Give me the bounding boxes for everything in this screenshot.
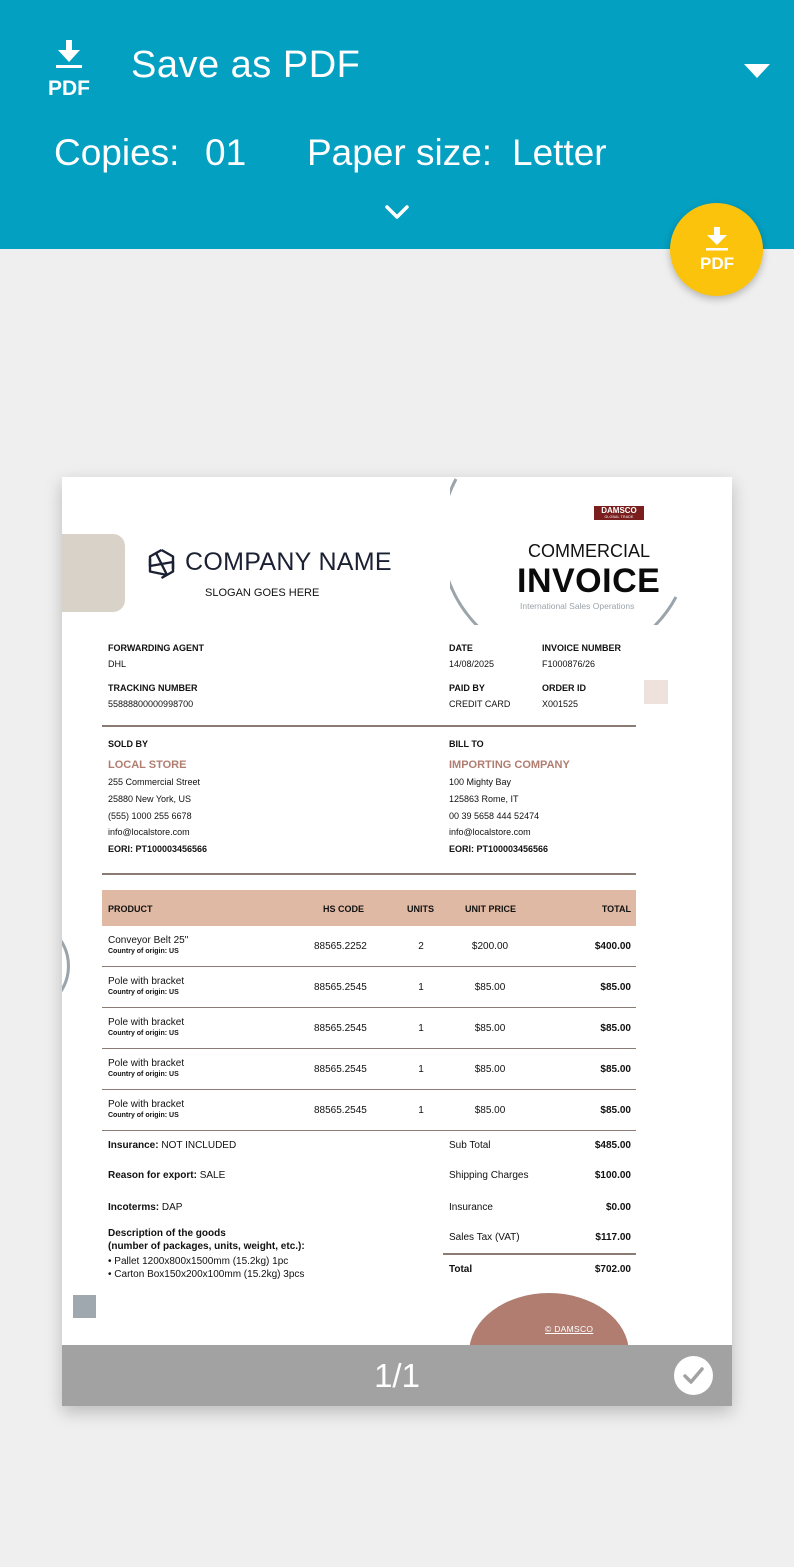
copies-label: Copies: bbox=[54, 132, 180, 173]
bill-to-phone: 00 39 5658 444 52474 bbox=[449, 811, 540, 821]
decorative-square bbox=[73, 1295, 96, 1318]
page-counter: 1/1 bbox=[374, 1357, 420, 1394]
destination-select[interactable]: Save as PDF bbox=[131, 44, 361, 86]
column-unit-price: UNIT PRICE bbox=[465, 904, 517, 914]
product-origin: Country of origin: US bbox=[108, 948, 179, 955]
product-origin: Country of origin: US bbox=[108, 1030, 179, 1037]
unit-price: $85.00 bbox=[474, 982, 506, 993]
tracking-number-value: 55888800000998700 bbox=[108, 699, 194, 709]
table-row bbox=[102, 967, 636, 1008]
paid-by-label: PAID BY bbox=[449, 683, 485, 693]
hs-code: 88565.2545 bbox=[314, 982, 367, 993]
paper-size-label: Paper size: bbox=[307, 132, 493, 173]
insurance-term: Insurance: NOT INCLUDED bbox=[108, 1140, 237, 1151]
invoice-title-line2: INVOICE bbox=[517, 562, 661, 600]
insurance-value: $0.00 bbox=[605, 1202, 631, 1213]
product-name: Conveyor Belt 25" bbox=[108, 935, 189, 946]
company-logo-icon bbox=[147, 548, 176, 580]
divider bbox=[443, 1253, 636, 1255]
copies-input[interactable]: 01 bbox=[205, 132, 247, 173]
divider bbox=[102, 873, 636, 875]
bill-to-label: BILL TO bbox=[449, 739, 484, 749]
expand-options-chevron-icon[interactable] bbox=[380, 200, 414, 226]
bill-to-street: 100 Mighty Bay bbox=[449, 777, 512, 787]
svg-text:PDF: PDF bbox=[48, 77, 90, 98]
unit-price: $200.00 bbox=[471, 941, 509, 952]
product-name: Pole with bracket bbox=[108, 1017, 185, 1028]
bill-to-name: IMPORTING COMPANY bbox=[449, 759, 570, 771]
sold-by-label: SOLD BY bbox=[108, 739, 149, 749]
tracking-number-label: TRACKING NUMBER bbox=[108, 683, 198, 693]
decorative-arc bbox=[62, 919, 90, 1013]
total-value: $702.00 bbox=[594, 1264, 631, 1275]
invoice-title-line1: COMMERCIAL bbox=[528, 541, 651, 561]
order-id-label: ORDER ID bbox=[542, 683, 587, 693]
product-name: Pole with bracket bbox=[108, 1058, 185, 1069]
bill-to-eori: EORI: PT100003456566 bbox=[449, 844, 549, 854]
pdf-download-icon bbox=[42, 40, 96, 98]
goods-description-list bbox=[108, 1255, 304, 1281]
table-row bbox=[102, 1090, 636, 1131]
footer-brand-link: © DAMSCO bbox=[545, 1324, 594, 1334]
bill-to-city: 125863 Rome, IT bbox=[449, 794, 519, 804]
slogan: SLOGAN GOES HERE bbox=[205, 587, 320, 599]
hs-code: 88565.2545 bbox=[314, 1023, 367, 1034]
divider bbox=[102, 725, 636, 727]
units: 1 bbox=[418, 1023, 424, 1034]
units: 1 bbox=[418, 982, 424, 993]
goods-description-title: Description of the goods (number of packages, units, weight, etc.): bbox=[108, 1228, 305, 1252]
print-header bbox=[0, 0, 794, 249]
company-name: COMPANY NAME bbox=[185, 548, 392, 576]
invoice-number-value: F1000876/26 bbox=[542, 659, 596, 669]
sold-by-city: 25880 New York, US bbox=[108, 794, 192, 804]
sold-by-phone: (555) 1000 255 6678 bbox=[108, 811, 192, 821]
paper-size-select[interactable]: Letter bbox=[512, 132, 607, 173]
decorative-square bbox=[644, 680, 668, 704]
hs-code: 88565.2545 bbox=[314, 1064, 367, 1075]
svg-text:PDF: PDF bbox=[700, 254, 734, 273]
unit-price: $85.00 bbox=[474, 1105, 506, 1116]
save-pdf-button[interactable] bbox=[670, 203, 763, 296]
product-name: Pole with bracket bbox=[108, 1099, 185, 1110]
unit-price: $85.00 bbox=[474, 1023, 506, 1034]
total-label: Total bbox=[449, 1264, 473, 1275]
product-origin: Country of origin: US bbox=[108, 989, 179, 996]
destination-dropdown-arrow-icon[interactable] bbox=[740, 56, 774, 84]
forwarding-agent-label: FORWARDING AGENT bbox=[108, 643, 204, 653]
line-total: $85.00 bbox=[600, 1064, 631, 1075]
column-total: TOTAL bbox=[601, 904, 631, 914]
invoice-number-label: INVOICE NUMBER bbox=[542, 643, 622, 653]
paid-by-value: CREDIT CARD bbox=[449, 699, 511, 709]
sold-by-eori: EORI: PT100003456566 bbox=[108, 844, 208, 854]
units: 2 bbox=[418, 941, 424, 952]
forwarding-agent-value: DHL bbox=[108, 659, 127, 669]
bill-to-email: info@localstore.com bbox=[449, 827, 531, 837]
column-product: PRODUCT bbox=[108, 904, 153, 914]
date-label: DATE bbox=[449, 643, 473, 653]
product-origin: Country of origin: US bbox=[108, 1112, 179, 1119]
table-row bbox=[102, 1008, 636, 1049]
line-total: $85.00 bbox=[600, 1023, 631, 1034]
reason-term: Reason for export: SALE bbox=[108, 1170, 226, 1181]
sold-by-name: LOCAL STORE bbox=[108, 759, 187, 771]
column-hs-code: HS CODE bbox=[323, 904, 365, 914]
sales-tax-label: Sales Tax (VAT) bbox=[449, 1232, 520, 1243]
shipping-value: $100.00 bbox=[594, 1170, 631, 1181]
brand-badge: DAMSCO GLOBAL TRADE bbox=[594, 506, 644, 520]
list-item: • Pallet 1200x800x1500mm (15.2kg) 1pc bbox=[108, 1256, 289, 1267]
list-item: • Carton Box150x200x100mm (15.2kg) 3pcs bbox=[108, 1269, 305, 1280]
page-footer-bar bbox=[62, 1345, 732, 1406]
incoterms-term: Incoterms: DAP bbox=[108, 1202, 183, 1213]
line-total: $85.00 bbox=[600, 1105, 631, 1116]
page-preview[interactable] bbox=[62, 477, 732, 1406]
line-total: $85.00 bbox=[600, 982, 631, 993]
shipping-label: Shipping Charges bbox=[449, 1170, 529, 1181]
units: 1 bbox=[418, 1105, 424, 1116]
decorative-tab bbox=[62, 534, 125, 612]
hs-code: 88565.2252 bbox=[314, 941, 367, 952]
items-table-header bbox=[102, 890, 636, 926]
order-id-value: X001525 bbox=[542, 699, 579, 709]
column-units: UNITS bbox=[407, 904, 434, 914]
product-name: Pole with bracket bbox=[108, 976, 185, 987]
product-origin: Country of origin: US bbox=[108, 1071, 179, 1078]
subtotal-label: Sub Total bbox=[449, 1140, 491, 1151]
invoice-subtitle: International Sales Operations bbox=[520, 601, 635, 611]
unit-price: $85.00 bbox=[474, 1064, 506, 1075]
sold-by-street: 255 Commercial Street bbox=[108, 777, 201, 787]
units: 1 bbox=[418, 1064, 424, 1075]
date-value: 14/08/2025 bbox=[449, 659, 495, 669]
page-selected-check-icon[interactable] bbox=[674, 1356, 713, 1395]
subtotal-value: $485.00 bbox=[594, 1140, 631, 1151]
hs-code: 88565.2545 bbox=[314, 1105, 367, 1116]
table-row bbox=[102, 1049, 636, 1090]
table-row bbox=[102, 926, 636, 967]
sold-by-email: info@localstore.com bbox=[108, 827, 190, 837]
pdf-download-icon bbox=[695, 225, 739, 275]
line-total: $400.00 bbox=[594, 941, 631, 952]
insurance-label: Insurance bbox=[449, 1202, 493, 1213]
sales-tax-value: $117.00 bbox=[595, 1232, 631, 1243]
